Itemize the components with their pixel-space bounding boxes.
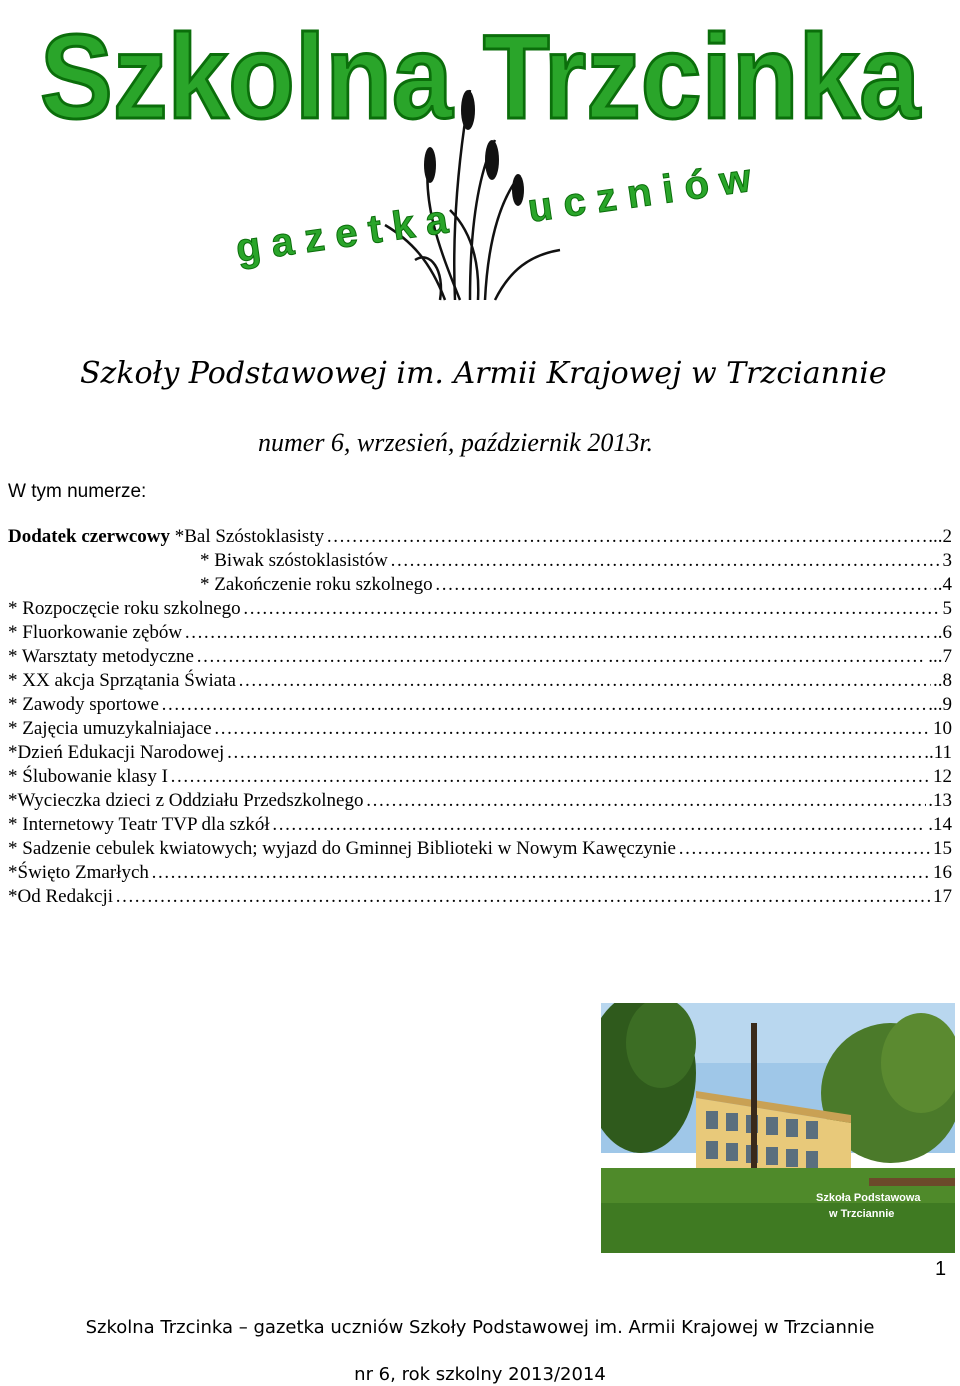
toc-leader-dots [184, 622, 931, 644]
toc-item-title: *Święto Zmarłych [8, 862, 149, 883]
toc-item-title: * Warsztaty metodyczne [8, 646, 194, 667]
toc-item-page: .14 [928, 814, 952, 835]
toc-item-title: *Dzień Edukacji Narodowej [8, 742, 225, 763]
toc-item-title: * Zawody sportowe [8, 694, 159, 715]
masthead-logo [0, 0, 960, 320]
toc-item-label [8, 718, 212, 740]
toc-leader-dots [151, 862, 931, 884]
toc-item-page: 16 [933, 862, 952, 883]
toc-item [8, 598, 952, 622]
toc-item [200, 574, 952, 598]
toc-section-label: Dodatek czerwcowy [8, 526, 170, 547]
toc-item-title: *Wycieczka dzieci z Oddziału Przedszkolnego [8, 790, 364, 811]
issue-info: numer 6, wrzesień, październik 2013r. [258, 428, 654, 457]
toc-item [8, 862, 952, 886]
toc-leader-dots [435, 574, 931, 596]
toc-item [8, 694, 952, 718]
toc-item-page: 17 [933, 886, 952, 907]
toc-leader-dots [115, 886, 931, 908]
toc-item-page: ..6 [933, 622, 952, 643]
toc-item-label [8, 886, 113, 908]
toc-item-page: 5 [942, 598, 952, 619]
toc-item-page: 12 [933, 766, 952, 787]
toc-leader-dots [365, 790, 926, 812]
toc-item-title: *Bal Szóstoklasisty [169, 526, 325, 547]
toc-item-page: .13 [928, 790, 952, 811]
toc-leader-dots [196, 646, 926, 668]
toc-item-page: ...7 [928, 646, 952, 667]
toc-item-page: ...2 [928, 526, 952, 547]
toc-leader-dots [243, 598, 941, 620]
toc-item-title: *Od Redakcji [8, 886, 114, 907]
school-name-line: Szkoły Podstawowej im. Armii Krajowej w Trzciannie [80, 356, 887, 391]
toc-item [8, 742, 952, 766]
masthead-subtitle-word2: u c z n i ó w [525, 156, 754, 231]
toc-item [8, 814, 952, 838]
toc-item [8, 718, 952, 742]
toc-leader-dots [272, 814, 927, 836]
toc-item [8, 838, 952, 862]
toc-item-label [200, 550, 388, 572]
toc-item-label [8, 838, 676, 860]
toc-leader-dots [161, 694, 926, 716]
toc-item-title: * Rozpoczęcie roku szkolnego [8, 598, 241, 619]
school-photo [601, 1003, 955, 1253]
toc-item-title: * XX akcja Sprzątania Świata [8, 670, 236, 691]
toc-item-label [8, 862, 149, 884]
toc-item-page: ...9 [928, 694, 952, 715]
toc-leader-dots [170, 766, 931, 788]
toc-item-title: * Biwak szóstoklasistów [200, 550, 388, 571]
toc-item-title: * Fluorkowanie zębów [8, 622, 183, 643]
toc-leader-dots [214, 718, 931, 740]
toc-item-page: ..8 [933, 670, 952, 691]
toc-leader-dots [326, 526, 926, 548]
toc-item-label [8, 526, 324, 548]
toc-item-title: * Ślubowanie klasy I [8, 766, 168, 787]
toc-item-page: ..11 [924, 742, 952, 763]
toc-item [8, 886, 952, 910]
page-number: 1 [935, 1258, 947, 1280]
toc-leader-dots [238, 670, 931, 692]
toc-leader-dots [390, 550, 941, 572]
toc-leader-dots [226, 742, 922, 764]
toc-item [8, 646, 952, 670]
toc-item-label [8, 790, 363, 812]
toc-item [8, 766, 952, 790]
toc-item-label [8, 646, 194, 668]
toc-item [8, 526, 952, 550]
toc-item-title: * Zakończenie roku szkolnego [200, 574, 433, 595]
masthead-subtitle-word1: g a z e t k a [233, 197, 451, 271]
toc-item [8, 790, 952, 814]
photo-sign-line2: w Trzciannie [829, 1208, 895, 1220]
toc-item-title: * Internetowy Teatr TVP dla szkół [8, 814, 270, 835]
toc-item-title: * Sadzenie cebulek kwiatowych; wyjazd do Gminnej Biblioteki w Nowym Kawęczynie [8, 838, 676, 859]
toc-item-page: 3 [942, 550, 952, 571]
toc-item-label [8, 670, 236, 692]
toc-item-page: ..4 [933, 574, 952, 595]
footer-line-2: nr 6, rok szkolny 2013/2014 [354, 1364, 606, 1385]
masthead [0, 0, 960, 320]
toc-item-label [200, 574, 433, 596]
toc-item-label [8, 742, 224, 764]
toc-item-label [8, 694, 159, 716]
toc-item [8, 670, 952, 694]
toc-item-title: * Zajęcia umuzykalniajace [8, 718, 212, 739]
toc-item-label [8, 766, 168, 788]
footer-line-1: Szkolna Trzcinka – gazetka uczniów Szkoły Podstawowej im. Armii Krajowej w Trzciannie [85, 1317, 875, 1338]
toc-leader-dots [678, 838, 931, 860]
toc-item-label [8, 598, 241, 620]
toc-item [200, 550, 952, 574]
toc-item-page: 15 [933, 838, 952, 859]
toc-item-page: 10 [933, 718, 952, 739]
toc-item [8, 622, 952, 646]
toc-item-label [8, 622, 182, 644]
photo-sign-line1: Szkoła Podstawowa [816, 1192, 921, 1204]
masthead-title: Szkolna Trzcinka [40, 10, 922, 144]
toc-heading: W tym numerze: [8, 481, 147, 502]
toc-item-label [8, 814, 270, 836]
